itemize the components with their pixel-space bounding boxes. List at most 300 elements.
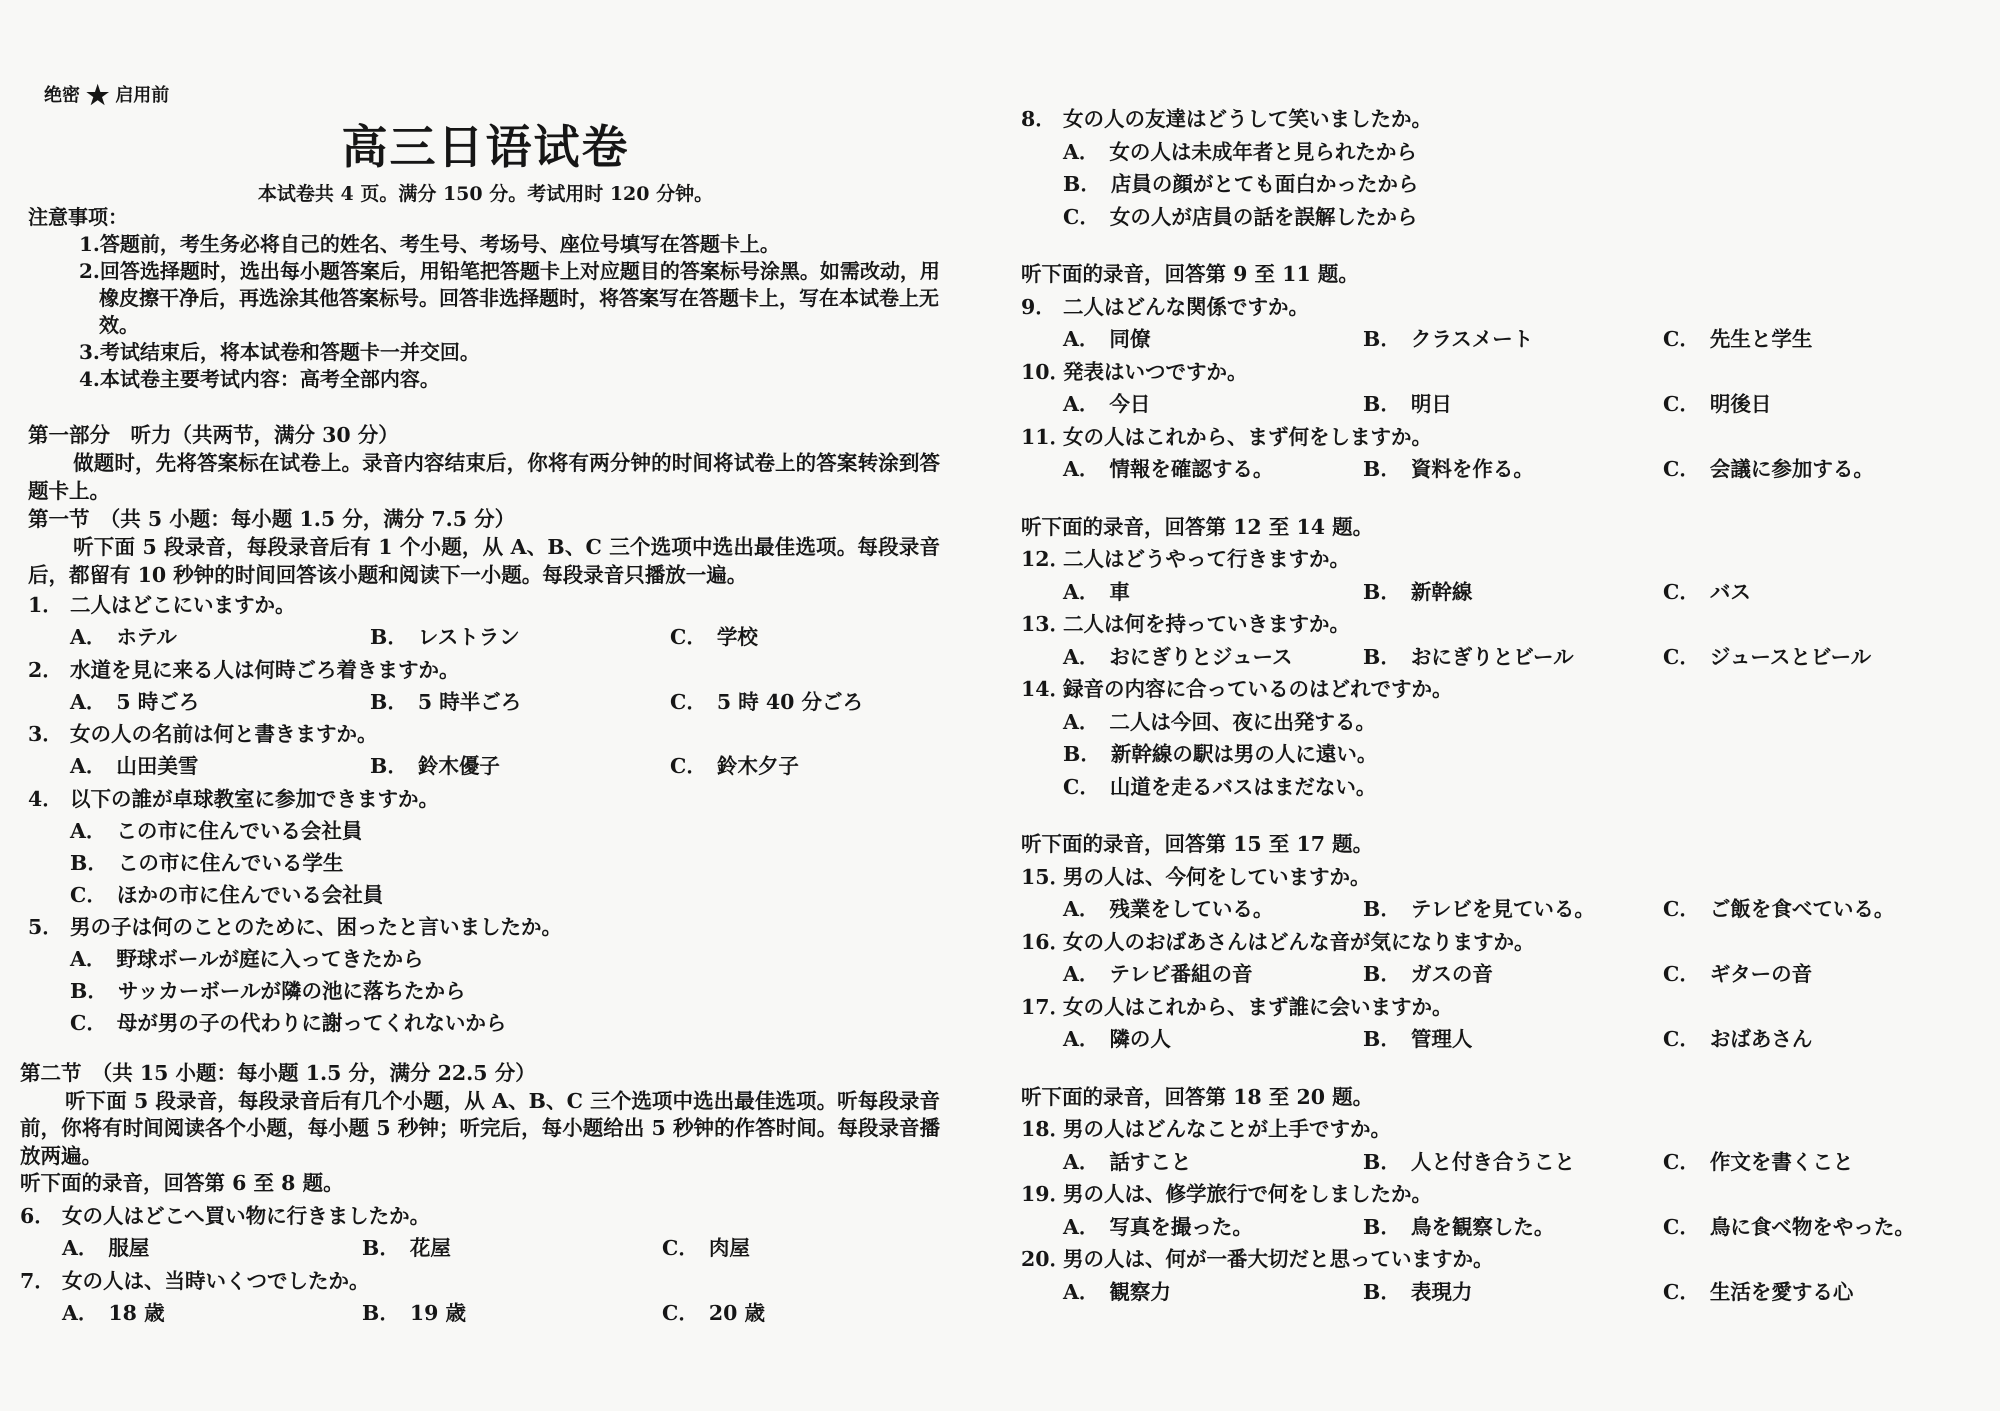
option-b[interactable] — [1363, 323, 1533, 356]
option-label: C． — [1663, 327, 1700, 351]
option-label: A． — [1063, 1214, 1100, 1239]
question-8 — [1021, 103, 1981, 233]
option-text: 話すこと — [1109, 1149, 1192, 1174]
option-text: おばあさん — [1709, 1027, 1813, 1051]
option-label: A． — [1063, 962, 1100, 986]
question-stem — [1021, 1243, 1981, 1276]
option-c[interactable] — [1663, 958, 1812, 991]
option-text: おにぎりとビール — [1410, 644, 1574, 669]
options — [1021, 958, 1981, 991]
questions-6-7 — [20, 1200, 935, 1330]
question-text: 水道を見に来る人は何時ごろ着きますか。 — [70, 657, 460, 682]
option-a[interactable] — [1063, 1023, 1171, 1056]
question-text: 以下の誰が卓球教室に参加できますか。 — [70, 786, 439, 811]
exam-info: 本试卷共 4 页。满分 150 分。考试用时 120 分钟。 — [257, 183, 714, 205]
question-10 — [1021, 356, 1981, 421]
options — [28, 943, 943, 1039]
option-label: A． — [1063, 1149, 1100, 1174]
question-16 — [1021, 926, 1981, 991]
option-text: ほかの市に住んでいる会社員 — [116, 882, 384, 907]
question-19 — [1021, 1178, 1981, 1243]
question-stem — [1021, 543, 1981, 576]
question-number: 15． — [1021, 864, 1071, 889]
option-b[interactable] — [1021, 738, 1981, 771]
options — [28, 750, 943, 783]
options — [1021, 453, 1981, 486]
option-a[interactable] — [28, 943, 943, 975]
question-stem — [1021, 991, 1981, 1024]
question-text: 女の人の名前は何と書きますか。 — [70, 722, 378, 746]
question-number: 16． — [1021, 929, 1071, 954]
option-a[interactable] — [1063, 388, 1150, 421]
option-text: 新幹線の駅は男の人に遠い。 — [1110, 742, 1378, 766]
option-text: テレビ番組の音 — [1109, 962, 1253, 986]
note-item: 1.答题前，考生务必将自己的姓名、考生号、考场号、座位号填写在答题卡上。 — [79, 232, 780, 256]
question-number: 12． — [1021, 547, 1071, 571]
options — [1021, 576, 1981, 609]
question-20 — [1021, 1243, 1981, 1308]
option-text: 残業をしている。 — [1109, 897, 1274, 921]
option-c[interactable] — [670, 750, 799, 782]
option-text: 資料を作る。 — [1410, 457, 1534, 481]
option-b[interactable] — [1363, 1211, 1554, 1244]
option-label: B． — [1063, 172, 1101, 196]
question-stem — [28, 911, 943, 943]
option-a[interactable] — [1063, 1276, 1171, 1309]
option-text: ホテル — [116, 625, 177, 649]
notes-heading: 注意事项： — [28, 205, 128, 229]
option-text: 山道を走るバスはまだない。 — [1109, 774, 1377, 799]
option-text: 鳥に食べ物をやった。 — [1709, 1214, 1915, 1239]
question-13 — [1021, 608, 1981, 673]
option-text: この市に住んでいる学生 — [117, 850, 344, 875]
option-text: 5 時 40 分ごろ — [716, 689, 864, 714]
options — [1021, 1146, 1981, 1179]
option-b[interactable] — [1363, 1023, 1472, 1056]
question-11 — [1021, 421, 1981, 486]
option-label: C． — [1663, 897, 1700, 921]
option-label: B． — [1363, 1279, 1401, 1304]
option-label: B． — [1363, 644, 1401, 669]
group-intro: 听下面的录音，回答第 9 至 11 题。 — [1021, 262, 1359, 286]
option-text: 隣の人 — [1109, 1027, 1171, 1051]
options — [20, 1232, 935, 1265]
option-text: 観察力 — [1109, 1279, 1171, 1304]
question-stem — [1021, 291, 1981, 324]
part1-instruction: 做题时，先将答案标在试卷上。录音内容结束后，你将有两分钟的时间将试卷上的答案转涂到答题卡上。 — [28, 451, 940, 503]
option-label: A． — [1063, 644, 1100, 669]
question-text: 二人はどうやって行きますか。 — [1063, 547, 1350, 571]
option-text: サッカーボールが隣の池に落ちたから — [117, 978, 466, 1003]
option-a[interactable] — [62, 1297, 165, 1329]
option-a[interactable] — [1063, 958, 1253, 991]
option-b[interactable] — [1363, 641, 1574, 674]
option-text: 作文を書くこと — [1709, 1149, 1854, 1174]
question-number: 10． — [1021, 359, 1071, 384]
question-number: 6． — [20, 1204, 55, 1228]
section2 — [20, 1060, 940, 1198]
option-b[interactable] — [28, 975, 943, 1007]
option-label: B． — [362, 1236, 400, 1261]
option-text: 明後日 — [1709, 392, 1772, 416]
option-text: 母が男の子の代わりに謝ってくれないから — [116, 1010, 507, 1035]
option-label: A． — [1063, 457, 1100, 481]
questions-8-20 — [1021, 103, 1981, 1308]
option-label: C． — [1063, 774, 1100, 799]
option-c[interactable] — [662, 1297, 765, 1329]
question-text: 女の人はどこへ買い物に行きましたか。 — [62, 1204, 431, 1228]
option-label: C． — [670, 689, 707, 714]
option-text: 山田美雪 — [116, 754, 199, 778]
question-stem — [28, 589, 943, 621]
star-icon: ★ — [86, 81, 110, 111]
option-text: クラスメート — [1410, 327, 1534, 351]
option-text: 今日 — [1109, 392, 1151, 416]
section1-heading: 第一节 （共 5 小题：每小题 1.5 分，满分 7.5 分） — [28, 507, 516, 531]
question-text: 二人はどこにいますか。 — [70, 593, 296, 617]
option-text: 花屋 — [409, 1236, 451, 1261]
option-text: おにぎりとジュース — [1109, 644, 1293, 669]
question-1 — [28, 589, 943, 654]
part1 — [28, 421, 940, 589]
options — [1021, 706, 1981, 804]
option-label: A． — [62, 1301, 99, 1326]
options — [28, 686, 943, 719]
option-c[interactable] — [670, 686, 863, 718]
option-text: 生活を愛する心 — [1709, 1279, 1854, 1304]
question-number: 19． — [1021, 1182, 1071, 1206]
question-number: 5． — [28, 914, 63, 939]
question-text: 二人はどんな関係ですか。 — [1063, 294, 1309, 319]
secret-label: 绝密 — [44, 85, 80, 106]
question-text: 女の人はこれから、まず誰に会いますか。 — [1063, 994, 1453, 1019]
question-number: 17． — [1021, 994, 1071, 1019]
option-text: 女の人が店員の話を誤解したから — [1109, 204, 1418, 229]
option-text: 学校 — [716, 625, 758, 649]
question-number: 9． — [1021, 294, 1056, 319]
option-label: B． — [362, 1301, 400, 1326]
option-text: 二人は今回、夜に出発する。 — [1109, 709, 1376, 734]
option-label: C． — [70, 1010, 107, 1035]
option-text: 同僚 — [1109, 327, 1151, 351]
question-5 — [28, 911, 943, 1039]
option-label: C． — [1663, 392, 1700, 416]
question-6 — [20, 1200, 935, 1265]
section1-instruction: 听下面 5 段录音，每段录音后有 1 个小题，从 A、B、C 三个选项中选出最佳选项。每段录音后，都留有 10 秒钟的时间回答该小题和阅读下一小题。每段录音只播放一遍。 — [28, 535, 940, 587]
options — [1021, 641, 1981, 674]
option-text: 20 歳 — [708, 1301, 765, 1326]
option-b[interactable] — [370, 750, 500, 782]
option-c[interactable] — [1663, 641, 1871, 674]
options — [1021, 1211, 1981, 1244]
question-stem — [1021, 861, 1981, 894]
option-text: ご飯を食べている。 — [1709, 897, 1895, 921]
question-number: 3． — [28, 722, 63, 746]
questions-1-5 — [28, 589, 943, 1039]
options — [1021, 893, 1981, 926]
question-17 — [1021, 991, 1981, 1056]
option-label: B． — [1363, 962, 1401, 986]
option-text: 店員の顔がとても面白かったから — [1110, 172, 1419, 196]
option-label: C． — [1663, 644, 1700, 669]
option-text: バス — [1709, 579, 1751, 604]
question-text: 発表はいつですか。 — [1063, 359, 1248, 384]
question-stem — [20, 1200, 935, 1232]
section2-instruction: 听下面 5 段录音，每段录音后有几个小题，从 A、B、C 三个选项中选出最佳选项。听每段录音前，你将有时间阅读各个小题，每小题 5 秒钟；听完后，每小题给出 5 秒钟的作答时间。每段录音播放两遍。 — [20, 1088, 940, 1168]
question-stem — [1021, 103, 1981, 136]
options — [1021, 1276, 1981, 1309]
option-label: B． — [370, 689, 408, 714]
option-label: C． — [670, 625, 707, 649]
option-label: A． — [1063, 1027, 1100, 1051]
options — [1021, 388, 1981, 421]
option-a[interactable] — [1063, 323, 1150, 356]
option-text: 服屋 — [108, 1236, 150, 1261]
options — [28, 621, 943, 654]
option-text: 野球ボールが庭に入ってきたから — [116, 946, 424, 971]
option-text: ガスの音 — [1410, 962, 1493, 986]
option-a[interactable] — [1063, 641, 1292, 674]
option-c[interactable] — [1021, 201, 1981, 234]
option-c[interactable] — [1663, 1023, 1812, 1056]
question-12 — [1021, 543, 1981, 608]
option-label: A． — [1063, 327, 1100, 351]
question-stem — [1021, 421, 1981, 454]
option-c[interactable] — [28, 879, 943, 911]
option-a[interactable] — [1063, 453, 1273, 486]
option-text: ギターの音 — [1709, 962, 1813, 986]
option-label: B． — [1363, 457, 1401, 481]
option-label: A． — [70, 946, 107, 971]
option-label: B． — [1363, 897, 1401, 921]
option-a[interactable] — [70, 686, 199, 718]
question-number: 2． — [28, 657, 63, 682]
option-text: レストラン — [417, 625, 520, 649]
question-number: 20． — [1021, 1247, 1071, 1271]
question-2 — [28, 654, 943, 719]
part1-heading: 第一部分 听力（共两节，满分 30 分） — [28, 423, 399, 447]
option-a[interactable] — [1021, 136, 1981, 169]
question-text: 二人は何を持っていきますか。 — [1063, 612, 1350, 636]
question-15 — [1021, 861, 1981, 926]
option-text: 18 歳 — [108, 1301, 165, 1326]
option-text: 鈴木夕子 — [716, 754, 799, 778]
option-c[interactable] — [1663, 1146, 1853, 1179]
option-b[interactable] — [1363, 1146, 1575, 1179]
question-stem — [1021, 673, 1981, 706]
option-label: A． — [70, 754, 107, 778]
question-stem — [28, 783, 943, 815]
option-label: B． — [1363, 1027, 1401, 1051]
option-a[interactable] — [62, 1232, 149, 1264]
question-stem — [1021, 1113, 1981, 1146]
option-label: C． — [70, 882, 107, 907]
note-item: 3.考试结束后，将本试卷和答题卡一并交回。 — [79, 340, 480, 364]
question-text: 録音の内容に合っているのはどれですか。 — [1063, 677, 1453, 701]
option-b[interactable] — [28, 847, 943, 879]
option-c[interactable] — [1663, 576, 1751, 609]
question-number: 13． — [1021, 612, 1071, 636]
option-text: 情報を確認する。 — [1109, 457, 1274, 481]
group-intro: 听下面的录音，回答第 18 至 20 题。 — [1021, 1084, 1374, 1109]
option-label: A． — [70, 818, 107, 843]
option-label: B． — [1363, 579, 1401, 604]
option-label: A． — [1063, 392, 1100, 416]
option-text: テレビを見ている。 — [1410, 897, 1595, 921]
question-number: 11． — [1021, 424, 1071, 449]
option-text: 5 時半ごろ — [417, 689, 522, 714]
question-stem — [1021, 356, 1981, 389]
option-b[interactable] — [362, 1232, 451, 1264]
notes — [28, 204, 943, 393]
question-stem — [1021, 1178, 1981, 1211]
option-label: C． — [1663, 1027, 1700, 1051]
option-label: C． — [670, 754, 707, 778]
option-text: 鳥を観察した。 — [1410, 1214, 1555, 1239]
question-number: 18． — [1021, 1117, 1071, 1141]
question-text: 男の子は何のことのために、困ったと言いましたか。 — [70, 914, 562, 939]
option-label: C． — [662, 1301, 699, 1326]
option-text: 車 — [1109, 579, 1130, 604]
group-intro: 听下面的录音，回答第 6 至 8 题。 — [20, 1171, 344, 1195]
option-text: 肉屋 — [708, 1236, 750, 1261]
option-label: C． — [1663, 962, 1700, 986]
option-label: C． — [1663, 579, 1700, 604]
option-a[interactable] — [70, 750, 198, 782]
question-4 — [28, 783, 943, 911]
option-b[interactable] — [1363, 893, 1595, 926]
option-label: A． — [70, 689, 107, 714]
group-intro: 听下面的录音，回答第 15 至 17 题。 — [1021, 832, 1374, 856]
options — [20, 1297, 935, 1330]
options — [1021, 323, 1981, 356]
option-text: ジュースとビール — [1709, 644, 1872, 669]
question-text: 男の人はどんなことが上手ですか。 — [1063, 1117, 1391, 1141]
option-text: 人と付き合うこと — [1410, 1149, 1575, 1174]
option-label: C． — [1663, 1214, 1700, 1239]
option-c[interactable] — [1663, 893, 1894, 926]
option-label: B． — [370, 625, 408, 649]
option-text: 明日 — [1410, 392, 1452, 416]
option-c[interactable] — [670, 621, 758, 653]
page-title: 高三日语试卷 — [341, 120, 630, 174]
option-label: B． — [70, 850, 108, 875]
question-stem — [20, 1265, 935, 1297]
option-text: 管理人 — [1410, 1027, 1473, 1051]
option-c[interactable] — [1663, 453, 1874, 486]
option-b[interactable] — [362, 1297, 466, 1329]
option-b[interactable] — [1363, 388, 1452, 421]
option-text: 女の人は未成年者と見られたから — [1109, 139, 1417, 164]
option-text: 19 歳 — [409, 1301, 466, 1326]
question-text: 女の人のおばあさんはどんな音が気になりますか。 — [1063, 929, 1535, 954]
option-label: A． — [1063, 709, 1100, 734]
question-text: 男の人は、何が一番大切だと思っていますか。 — [1063, 1247, 1494, 1271]
option-c[interactable] — [1021, 771, 1981, 804]
note-item: 4.本试卷主要考试内容：高考全部内容。 — [79, 367, 440, 391]
option-label: C． — [1663, 1149, 1700, 1174]
option-a[interactable] — [1063, 1146, 1191, 1179]
option-b[interactable] — [1363, 576, 1472, 609]
note-item: 2.回答选择题时，选出每小题答案后，用铅笔把答题卡上对应题目的答案标号涂黑。如需改动，用橡皮擦干净后，再选涂其他答案标号。回答非选择题时，将答案写在答题卡上，写在本试卷上无效。 — [79, 259, 940, 337]
option-label: C． — [1063, 204, 1100, 229]
option-b[interactable] — [1363, 1276, 1472, 1309]
option-label: A． — [1063, 139, 1100, 164]
question-number: 1． — [28, 593, 63, 617]
option-label: A． — [1063, 897, 1100, 921]
question-9 — [1021, 291, 1981, 356]
option-label: C． — [662, 1236, 699, 1261]
option-a[interactable] — [1063, 1211, 1253, 1244]
option-c[interactable] — [1663, 388, 1771, 421]
option-label: B． — [1363, 1214, 1401, 1239]
option-b[interactable] — [1363, 958, 1493, 991]
option-b[interactable] — [370, 686, 521, 718]
option-a[interactable] — [28, 815, 943, 847]
option-text: 5 時ごろ — [116, 689, 200, 714]
question-number: 8． — [1021, 107, 1056, 131]
option-c[interactable] — [1663, 1276, 1853, 1309]
option-label: C． — [1663, 457, 1700, 481]
question-18 — [1021, 1113, 1981, 1178]
question-text: 男の人は、修学旅行で何をしましたか。 — [1063, 1182, 1432, 1206]
question-14 — [1021, 673, 1981, 803]
option-b[interactable] — [1021, 168, 1981, 201]
question-number: 4． — [28, 786, 63, 811]
option-label: A． — [62, 1236, 99, 1261]
question-text: 女の人は、当時いくつでしたか。 — [62, 1268, 370, 1293]
question-number: 14． — [1021, 677, 1071, 701]
option-label: B． — [1063, 742, 1101, 766]
option-label: B． — [70, 978, 108, 1003]
option-label: B． — [370, 754, 408, 778]
option-text: 会議に参加する。 — [1709, 457, 1874, 481]
question-text: 男の人は、今何をしていますか。 — [1063, 864, 1371, 889]
option-c[interactable] — [28, 1007, 943, 1039]
option-label: A． — [1063, 579, 1100, 604]
question-text: 女の人はこれから、まず何をしますか。 — [1063, 424, 1432, 449]
option-label: A． — [70, 625, 107, 649]
option-text: 新幹線 — [1410, 579, 1473, 604]
options — [1021, 1023, 1981, 1056]
option-a[interactable] — [1063, 893, 1273, 926]
options — [28, 815, 943, 911]
question-text: 女の人の友達はどうして笑いましたか。 — [1063, 107, 1432, 131]
option-text: この市に住んでいる会社員 — [116, 818, 363, 843]
option-b[interactable] — [370, 621, 520, 653]
option-label: B． — [1363, 392, 1401, 416]
question-stem — [28, 654, 943, 686]
question-stem — [1021, 926, 1981, 959]
option-a[interactable] — [70, 621, 177, 653]
question-3 — [28, 718, 943, 783]
option-label: B． — [1363, 327, 1401, 351]
option-label: B． — [1363, 1149, 1401, 1174]
option-a[interactable] — [1021, 706, 1981, 739]
option-text: 鈴木優子 — [417, 754, 500, 778]
confidential-mark — [44, 82, 169, 110]
option-c[interactable] — [1663, 323, 1812, 356]
question-stem — [28, 718, 943, 750]
question-stem — [1021, 608, 1981, 641]
option-text: 写真を撮った。 — [1109, 1214, 1253, 1239]
option-c[interactable] — [662, 1232, 750, 1264]
option-text: 表現力 — [1410, 1279, 1473, 1304]
option-a[interactable] — [1063, 576, 1130, 609]
option-b[interactable] — [1363, 453, 1534, 486]
secret-suffix: 启用前 — [115, 85, 170, 106]
option-c[interactable] — [1663, 1211, 1915, 1244]
